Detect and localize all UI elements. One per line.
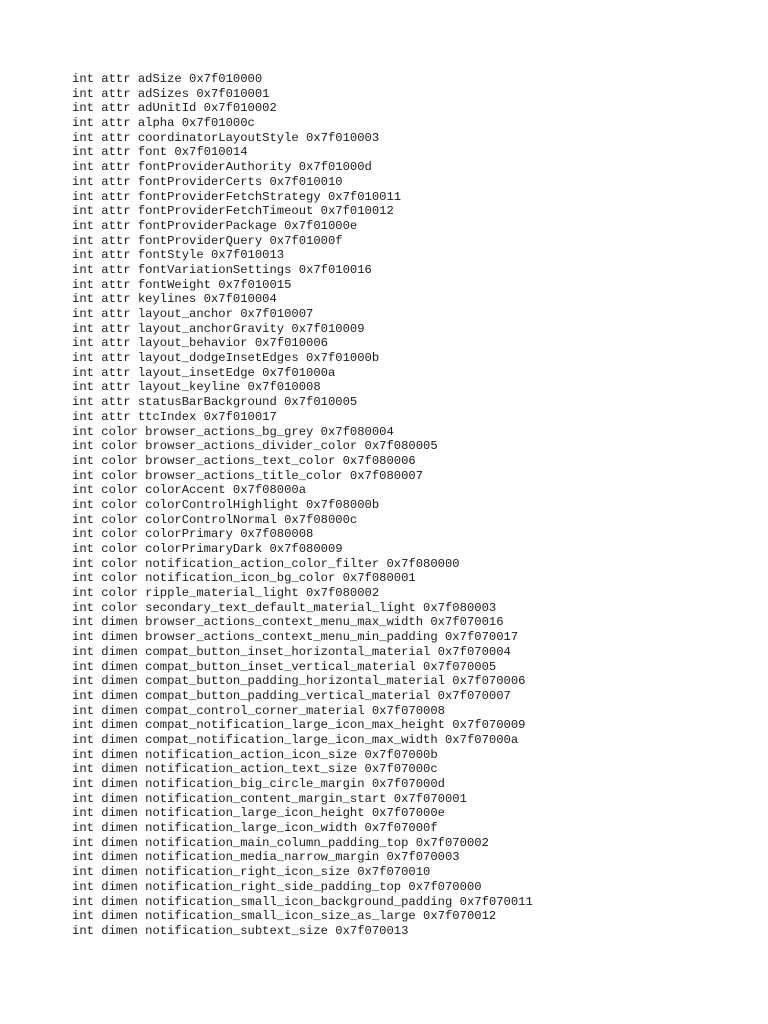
resource-line: int dimen compat_button_inset_vertical_material 0x7f070005 (72, 659, 497, 674)
resource-line: int color colorPrimary 0x7f080008 (72, 527, 314, 542)
resource-line: int dimen browser_actions_context_menu_min_padding 0x7f070017 (72, 630, 519, 645)
resource-line: int attr adUnitId 0x7f010002 (72, 101, 277, 116)
resource-line: int dimen notification_main_column_padding_top 0x7f070002 (72, 835, 489, 850)
resource-line: int dimen notification_big_circle_margin 0x7f07000d (72, 777, 445, 791)
resource-line: int color colorControlHighlight 0x7f08000b (72, 497, 380, 512)
resource-line: int color notification_action_color_filter 0x7f080000 (72, 556, 460, 571)
resource-line: int attr fontVariationSettings 0x7f010016 (72, 262, 372, 277)
resource-line: int attr fontProviderAuthority 0x7f01000d (72, 160, 372, 175)
resource-line: int attr ttcIndex 0x7f010017 (72, 409, 277, 424)
resource-line: int attr layout_anchor 0x7f010007 (72, 307, 314, 321)
resource-line: int dimen notification_subtext_size 0x7f070013 (72, 923, 409, 938)
resource-line: int attr adSizes 0x7f010001 (72, 86, 270, 101)
resource-line: int attr fontProviderCerts 0x7f010010 (72, 174, 343, 189)
resource-line: int dimen notification_right_icon_size 0x7f070010 (72, 865, 431, 880)
resource-line: int attr fontWeight 0x7f010015 (72, 277, 292, 292)
resource-line: int color colorPrimaryDark 0x7f080009 (72, 542, 343, 556)
resource-line: int attr layout_dodgeInsetEdges 0x7f01000b (72, 351, 380, 366)
resource-line: int dimen notification_action_icon_size 0x7f07000b (72, 747, 438, 762)
resource-line: int dimen browser_actions_context_menu_max_width 0x7f070016 (72, 615, 504, 630)
resource-line: int color colorAccent 0x7f08000a (72, 483, 307, 498)
resource-line: int dimen compat_button_padding_vertical_material 0x7f070007 (72, 688, 511, 703)
resource-line: int attr fontProviderFetchTimeout 0x7f010012 (72, 204, 394, 219)
resource-line: int dimen compat_control_corner_material 0x7f070008 (72, 703, 445, 718)
resource-line: int attr statusBarBackground 0x7f010005 (72, 395, 358, 410)
resource-line: int attr fontProviderQuery 0x7f01000f (72, 233, 343, 248)
resource-line: int dimen notification_right_side_padding_top 0x7f070000 (72, 879, 482, 894)
resource-line: int attr coordinatorLayoutStyle 0x7f010003 (72, 130, 380, 145)
resource-line: int dimen compat_notification_large_icon_max_height 0x7f070009 (72, 718, 526, 733)
resource-line: int attr keylines 0x7f010004 (72, 292, 277, 307)
resource-listing (72, 72, 533, 939)
resource-line: int color notification_icon_bg_color 0x7f080001 (72, 571, 416, 586)
resource-line: int dimen notification_action_text_size 0x7f07000c (72, 762, 438, 777)
resource-line: int attr fontProviderFetchStrategy 0x7f010011 (72, 189, 402, 204)
resource-line: int color ripple_material_light 0x7f080002 (72, 586, 380, 601)
resource-line: int attr layout_keyline 0x7f010008 (72, 380, 321, 395)
resource-line: int dimen notification_small_icon_size_as_large 0x7f070012 (72, 909, 497, 924)
resource-line: int color browser_actions_text_color 0x7f080006 (72, 453, 416, 468)
resource-line: int attr fontStyle 0x7f010013 (72, 248, 285, 263)
resource-line: int attr font 0x7f010014 (72, 145, 248, 160)
resource-line: int color browser_actions_bg_grey 0x7f080004 (72, 424, 394, 439)
resource-line: int color secondary_text_default_material_light 0x7f080003 (72, 600, 497, 615)
resource-line: int attr layout_anchorGravity 0x7f010009 (72, 321, 365, 336)
resource-line: int color browser_actions_title_color 0x7f080007 (72, 468, 424, 483)
resource-line: int attr layout_behavior 0x7f010006 (72, 336, 328, 351)
resource-line: int color browser_actions_divider_color 0x7f080005 (72, 439, 438, 454)
resource-line: int dimen compat_button_padding_horizontal_material 0x7f070006 (72, 674, 526, 689)
resource-line: int dimen compat_notification_large_icon_max_width 0x7f07000a (72, 732, 519, 747)
resource-line: int dimen notification_content_margin_start 0x7f070001 (72, 791, 467, 806)
resource-line: int dimen notification_large_icon_width 0x7f07000f (72, 821, 438, 836)
resource-line: int color colorControlNormal 0x7f08000c (72, 512, 358, 527)
resource-line: int dimen notification_media_narrow_margin 0x7f070003 (72, 850, 460, 865)
resource-line: int dimen compat_button_inset_horizontal_material 0x7f070004 (72, 644, 511, 659)
resource-line: int attr layout_insetEdge 0x7f01000a (72, 365, 336, 380)
resource-line: int attr adSize 0x7f010000 (72, 72, 263, 86)
resource-line: int dimen notification_small_icon_background_padding 0x7f070011 (72, 894, 533, 909)
resource-line: int attr alpha 0x7f01000c (72, 116, 255, 131)
resource-line: int dimen notification_large_icon_height 0x7f07000e (72, 806, 445, 821)
resource-line: int attr fontProviderPackage 0x7f01000e (72, 218, 358, 233)
